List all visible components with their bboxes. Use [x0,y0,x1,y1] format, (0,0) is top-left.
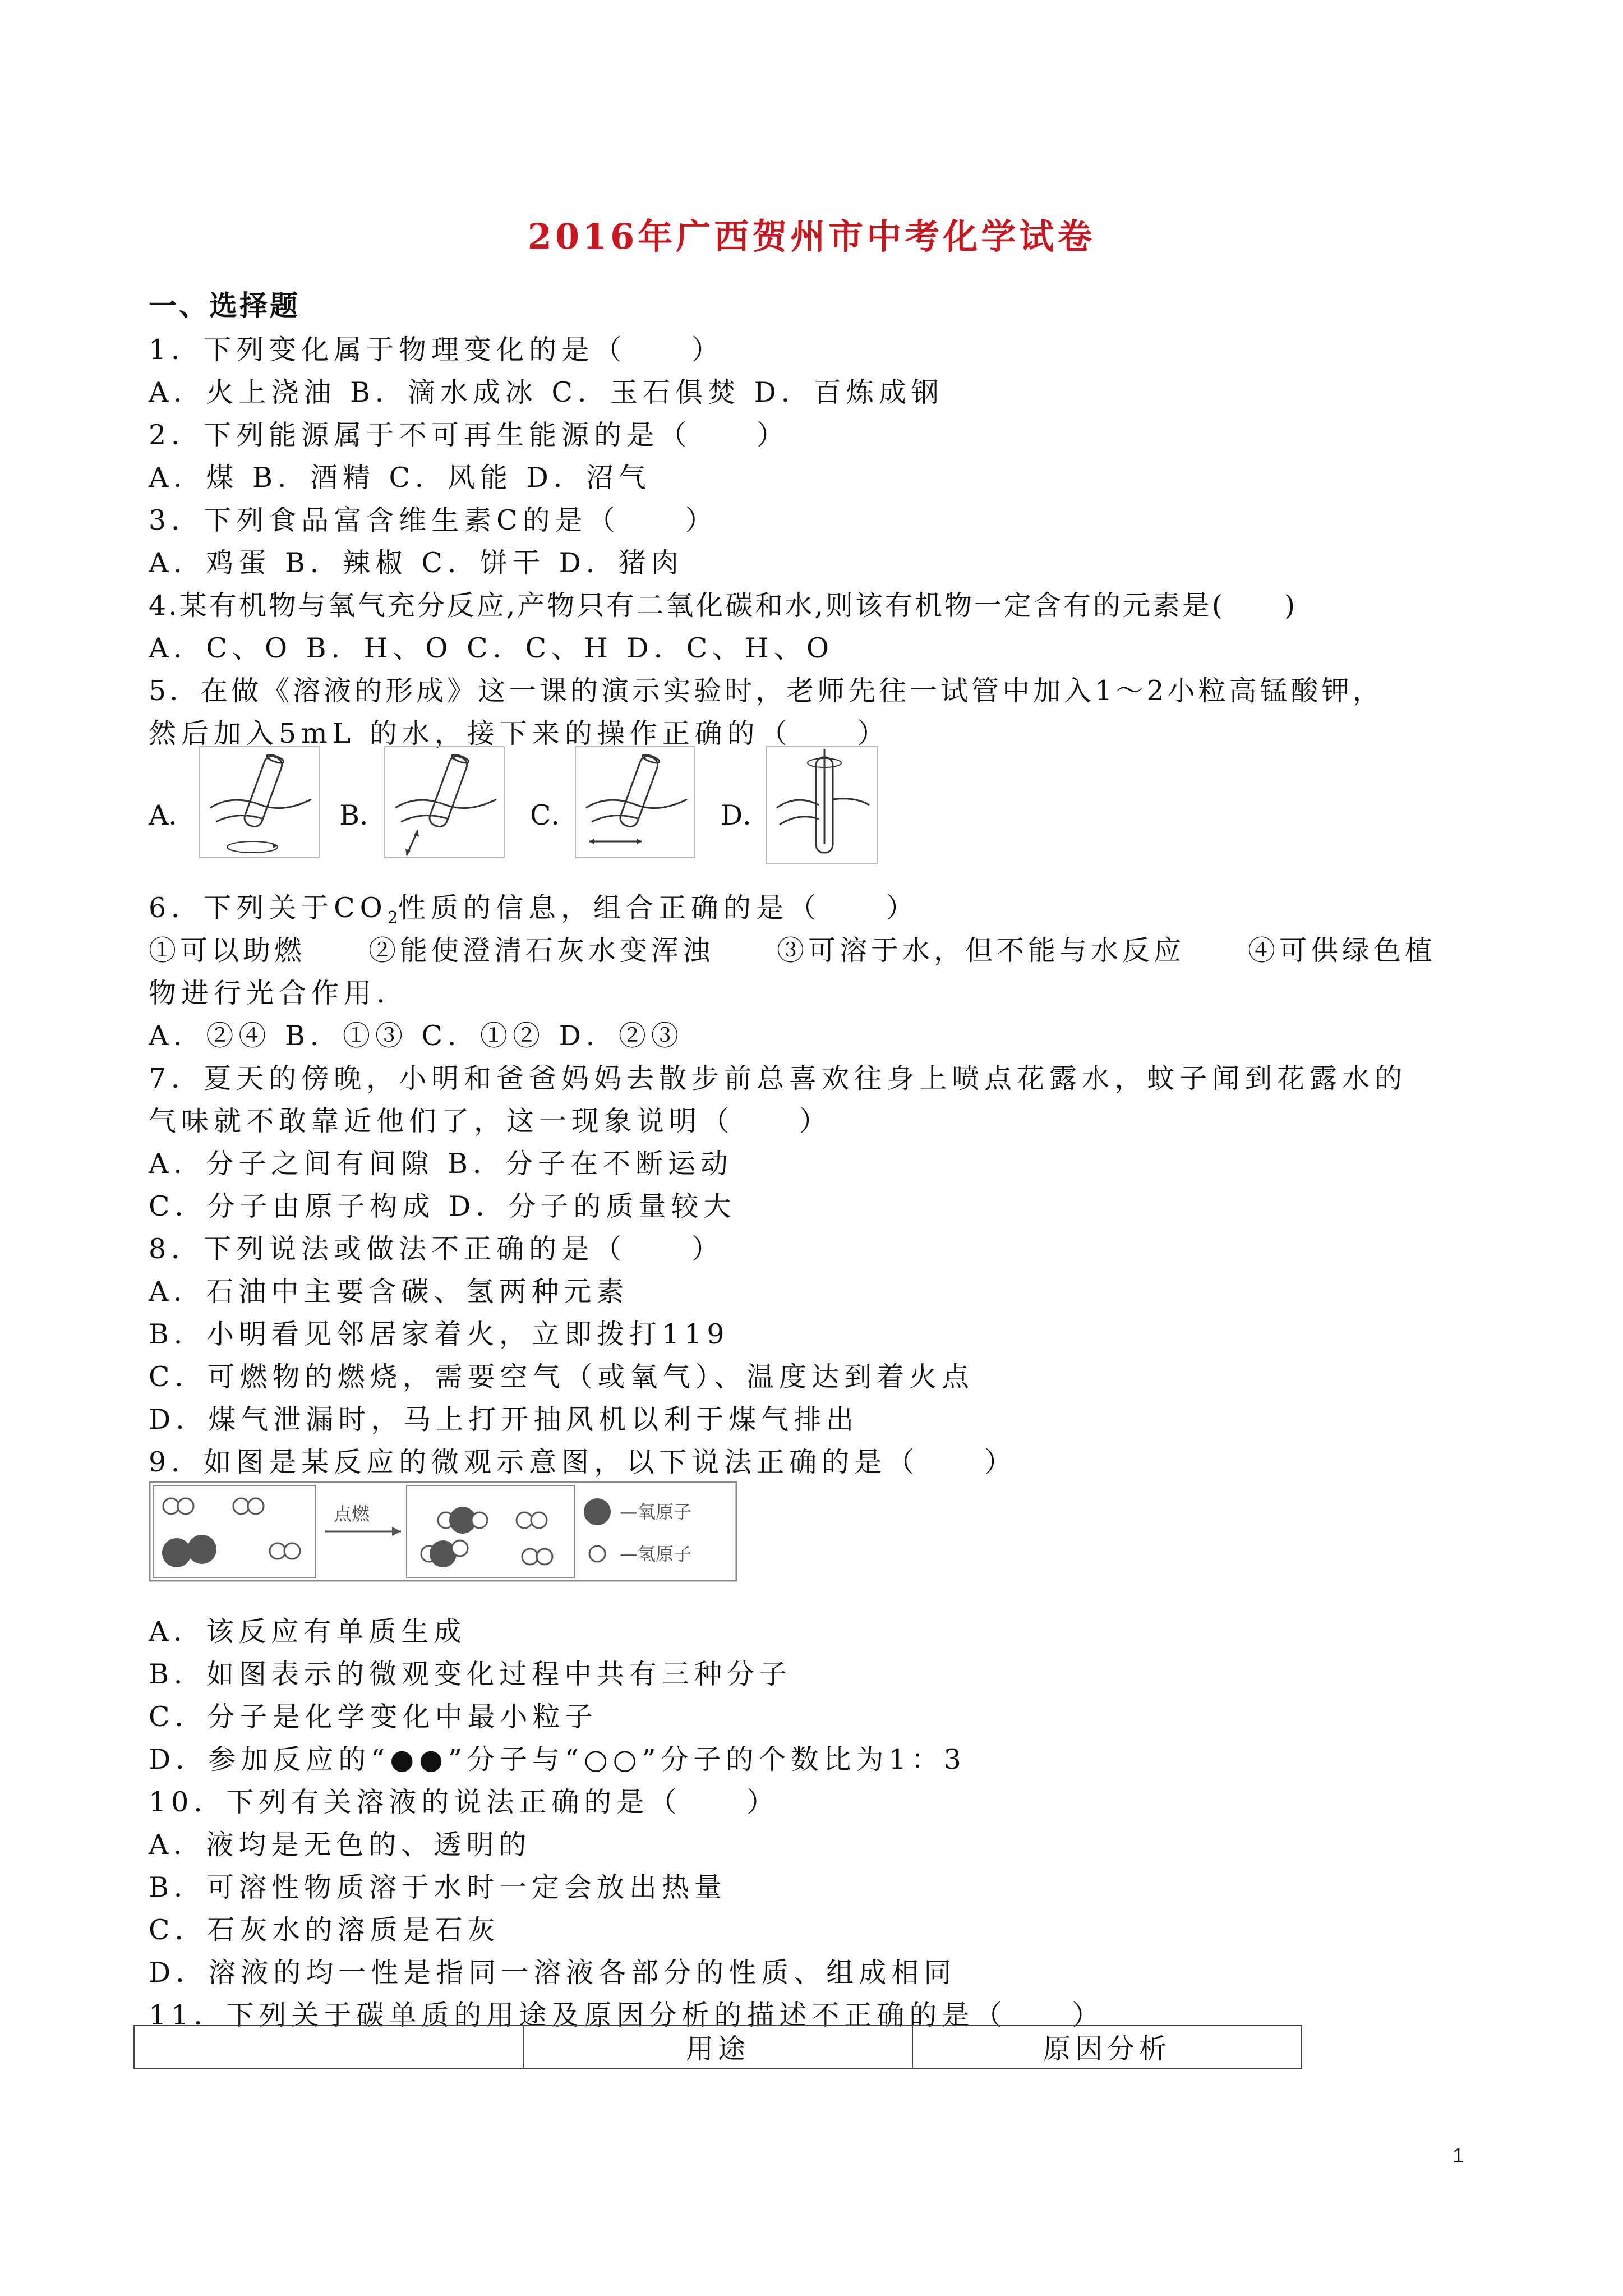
table-header-cell: 用途 [523,2026,912,2068]
test-tube-shake-icon [384,746,505,858]
test-tube-stir-icon [766,746,878,864]
legend-hydrogen: —氢原子 [620,1543,692,1565]
question-line: 物进行光合作用. [149,977,390,1009]
question-line: 5．在做《溶液的形成》这一课的演示实验时，老师先往一试管中加入1～2小粒高锰酸钾， [149,675,1384,707]
question-line: 6．下列关于$CO_2$性质的信息，组合正确的是（ ） [149,892,919,928]
question-line: A．该反应有单质生成 [149,1616,467,1648]
question-line: ①可以助燃 ②能使澄清石灰水变浑浊 ③可溶于水，但不能与水反应 ④可供绿色植 [149,935,1437,967]
water-molecule-icon [421,1540,468,1567]
question-line: 7．夏天的傍晚，小明和爸爸妈妈去散步前总喜欢往身上喷点花露水，蚊子闻到花露水的 [149,1062,1408,1094]
question-line: 然后加入5mL 的水，接下来的操作正确的（ ） [149,717,890,749]
oxygen-atom-legend-icon [584,1498,611,1525]
question-line: B．可溶性物质溶于水时一定会放出热量 [149,1871,727,1903]
water-molecule-icon [438,1507,487,1534]
legend-oxygen: —氧原子 [620,1501,692,1522]
question-line: B．如图表示的微观变化过程中共有三种分子 [149,1658,792,1690]
hydrogen-molecule-icon [163,1498,193,1514]
hydrogen-molecule-icon [522,1549,552,1565]
test-tube-shake-icon [199,746,320,858]
question-line: 8．下列说法或做法不正确的是（ ） [149,1233,725,1265]
test-tube-shake-icon [575,746,695,858]
question-line: 2．下列能源属于不可再生能源的是（ ） [149,419,790,451]
question-line: 3．下列食品富含维生素C的是（ ） [149,504,718,536]
question-line: 10．下列有关溶液的说法正确的是（ ） [149,1786,780,1818]
option-label: A． [149,799,196,831]
option-label: C． [530,799,579,831]
question-line: B．小明看见邻居家着火，立即拨打119 [149,1318,730,1350]
question-line: A．鸡蛋 B．辣椒 C．饼干 D．猪肉 [149,547,684,579]
hydrogen-molecule-icon [517,1512,547,1528]
table-header-row [134,2026,1302,2068]
section-heading: 一、选择题 [149,289,300,322]
oxygen-molecule-icon [162,1535,216,1567]
question-line: 4.某有机物与氧气充分反应,产物只有二氧化碳和水,则该有机物一定含有的元素是( ) [149,590,1298,622]
question-line: 1．下列变化属于物理变化的是（ ） [149,334,725,366]
table-header-cell: 原因分析 [912,2026,1302,2068]
question-line: A．②④ B．①③ C．①② D．②③ [149,1020,684,1052]
question-line: C．可燃物的燃烧，需要空气（或氧气）、温度达到着火点 [149,1361,974,1393]
q11-table [133,2025,1302,2069]
page-title: 2016年广西贺州市中考化学试卷 [527,216,1096,257]
question-line: 9．如图是某反应的微观示意图，以下说法正确的是（ ） [149,1446,1017,1478]
option-label: B． [339,799,388,831]
question-line: D．煤气泄漏时，马上打开抽风机以利于煤气排出 [149,1404,859,1435]
hydrogen-molecule-icon [270,1543,300,1559]
q5-options [149,746,934,875]
question-line: D．参加反应的“●●”分子与“○○”分子的个数比为1：3 [149,1743,966,1775]
page-number: 1 [1453,2144,1464,2167]
arrow-label: 点燃 [334,1503,370,1525]
hydrogen-atom-legend-icon [589,1546,605,1562]
hydrogen-molecule-icon [233,1498,264,1514]
question-line: C．石灰水的溶质是石灰 [149,1914,500,1946]
question-line: D．溶液的均一性是指同一溶液各部分的性质、组成相同 [149,1957,957,1989]
question-line: 11．下列关于碳单质的用途及原因分析的描述不正确的是（ ） [149,1999,1105,2031]
reaction-diagram [149,1481,737,1582]
question-line: A．石油中主要含碳、氢两种元素 [149,1276,629,1308]
question-line: A．液均是无色的、透明的 [149,1829,532,1861]
question-line: C．分子由原子构成 D．分子的质量较大 [149,1190,736,1222]
question-line: A．C、O B．H、O C．C、H D．C、H、O [149,632,834,664]
question-line: A．分子之间有间隙 B．分子在不断运动 [149,1148,733,1180]
question-line: 气味就不敢靠近他们了，这一现象说明（ ） [149,1105,832,1137]
question-line: A．火上浇油 B．滴水成冰 C．玉石俱焚 D．百炼成钢 [149,376,944,408]
question-line: C．分子是化学变化中最小粒子 [149,1701,598,1733]
question-line: A．煤 B．酒精 C．风能 D．沼气 [149,462,651,494]
table-header-cell [134,2026,523,2068]
option-label: D． [721,799,771,831]
